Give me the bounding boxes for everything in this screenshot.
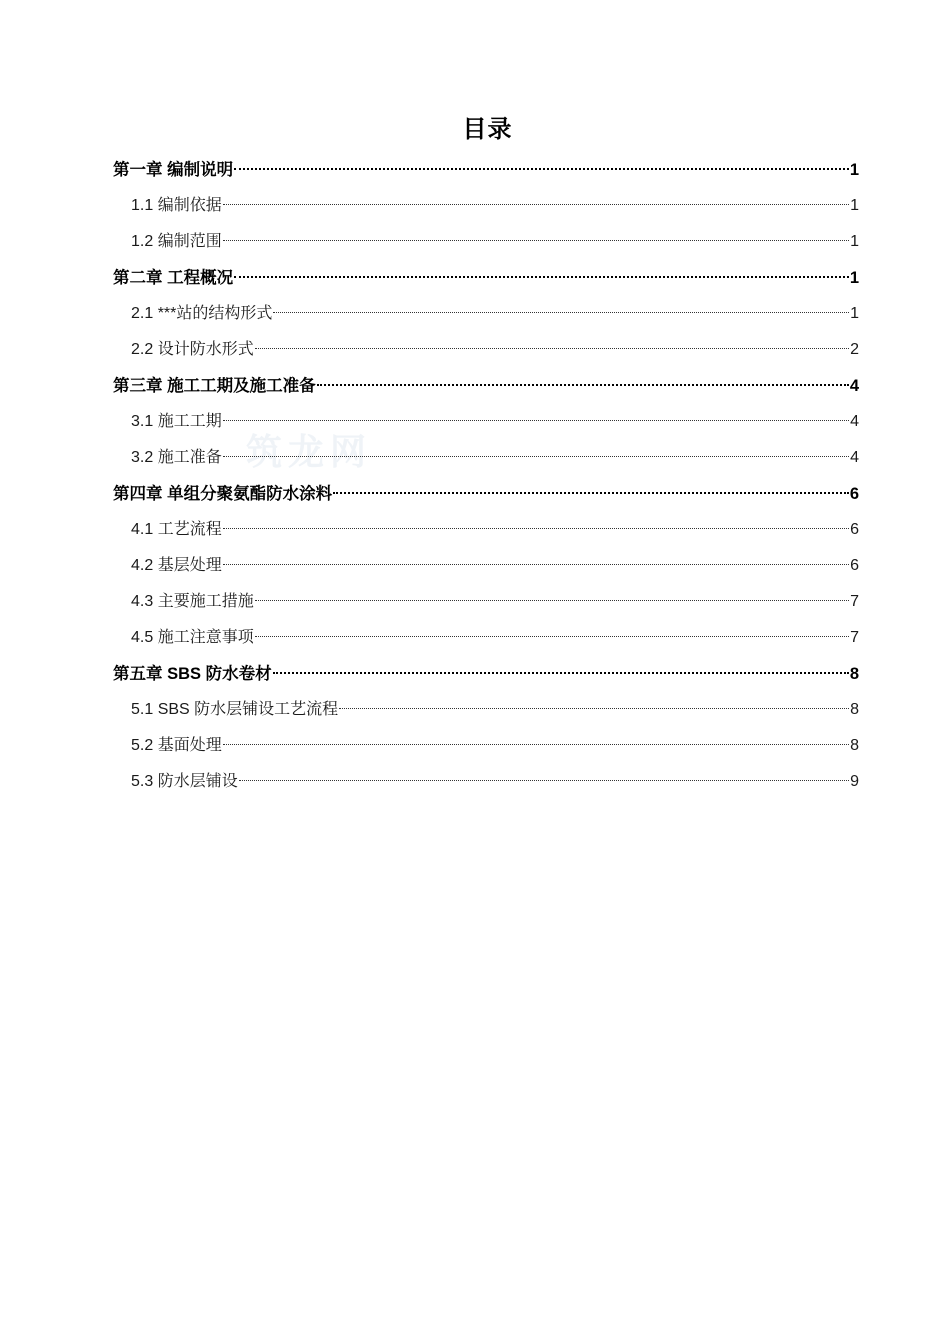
toc-chapter-entry[interactable] (113, 260, 859, 296)
toc-title: 目录 (462, 116, 513, 143)
table-of-contents (113, 152, 859, 800)
toc-dot-leader (317, 384, 849, 386)
toc-entry-label: 5.2 基面处理 (131, 737, 222, 754)
toc-dot-leader (273, 672, 849, 674)
toc-page-number: 7 (850, 593, 859, 610)
toc-page-number: 1 (850, 305, 859, 322)
toc-page-number: 1 (850, 197, 859, 214)
toc-dot-leader (255, 348, 849, 349)
toc-dot-leader (234, 276, 849, 278)
toc-page-number: 4 (849, 377, 859, 395)
toc-chapter-entry[interactable] (113, 656, 859, 692)
toc-dot-leader (234, 168, 849, 170)
toc-entry-label: 2.2 设计防水形式 (131, 341, 254, 358)
toc-dot-leader (223, 528, 849, 529)
toc-page-number: 4 (850, 413, 859, 430)
toc-entry-label: 第一章 编制说明 (113, 161, 234, 179)
toc-page-number: 6 (849, 485, 859, 503)
toc-section-entry[interactable] (113, 440, 859, 476)
toc-dot-leader (255, 600, 849, 601)
toc-entry-label: 2.1 ***站的结构形式 (131, 305, 273, 322)
toc-page-number: 9 (850, 773, 859, 790)
toc-section-entry[interactable] (113, 548, 859, 584)
toc-entry-label: 第四章 单组分聚氨酯防水涂料 (113, 485, 333, 503)
toc-section-entry[interactable] (113, 728, 859, 764)
toc-page-number: 7 (850, 629, 859, 646)
toc-page-number: 8 (850, 737, 859, 754)
toc-section-entry[interactable] (113, 584, 859, 620)
toc-chapter-entry[interactable] (113, 368, 859, 404)
toc-page-number: 8 (850, 701, 859, 718)
toc-entry-label: 1.2 编制范围 (131, 233, 222, 250)
toc-dot-leader (223, 564, 849, 565)
toc-page-number: 6 (850, 557, 859, 574)
toc-chapter-entry[interactable] (113, 476, 859, 512)
toc-page-number: 2 (850, 341, 859, 358)
toc-section-entry[interactable] (113, 764, 859, 800)
toc-dot-leader (223, 204, 849, 205)
toc-section-entry[interactable] (113, 188, 859, 224)
toc-section-entry[interactable] (113, 296, 859, 332)
toc-page-number: 4 (850, 449, 859, 466)
toc-entry-label: 第五章 SBS 防水卷材 (113, 665, 272, 683)
toc-dot-leader (223, 240, 849, 241)
toc-page-number: 1 (850, 233, 859, 250)
toc-entry-label: 1.1 编制依据 (131, 197, 222, 214)
toc-entry-label: 5.1 SBS 防水层铺设工艺流程 (131, 701, 339, 718)
toc-entry-label: 4.2 基层处理 (131, 557, 222, 574)
toc-section-entry[interactable] (113, 692, 859, 728)
toc-dot-leader (223, 420, 849, 421)
toc-dot-leader (223, 456, 849, 457)
watermark: 筑龙网 (246, 431, 373, 472)
toc-page-number: 1 (849, 161, 859, 179)
toc-entry-label: 3.1 施工工期 (131, 413, 222, 430)
toc-dot-leader (339, 708, 849, 709)
toc-entry-label: 5.3 防水层铺设 (131, 773, 238, 790)
toc-section-entry[interactable] (113, 224, 859, 260)
toc-page-number: 6 (850, 521, 859, 538)
toc-dot-leader (239, 780, 849, 781)
toc-entry-label: 3.2 施工准备 (131, 449, 222, 466)
toc-section-entry[interactable] (113, 512, 859, 548)
toc-section-entry[interactable] (113, 332, 859, 368)
toc-dot-leader (273, 312, 849, 313)
toc-dot-leader (255, 636, 849, 637)
toc-entry-label: 4.5 施工注意事项 (131, 629, 254, 646)
toc-dot-leader (333, 492, 849, 494)
toc-entry-label: 4.1 工艺流程 (131, 521, 222, 538)
toc-entry-label: 4.3 主要施工措施 (131, 593, 254, 610)
toc-dot-leader (223, 744, 849, 745)
toc-chapter-entry[interactable] (113, 152, 859, 188)
toc-entry-label: 第三章 施工工期及施工准备 (113, 377, 316, 395)
toc-page-number: 8 (849, 665, 859, 683)
toc-section-entry[interactable] (113, 404, 859, 440)
toc-page-number: 1 (849, 269, 859, 287)
toc-entry-label: 第二章 工程概况 (113, 269, 234, 287)
toc-section-entry[interactable] (113, 620, 859, 656)
